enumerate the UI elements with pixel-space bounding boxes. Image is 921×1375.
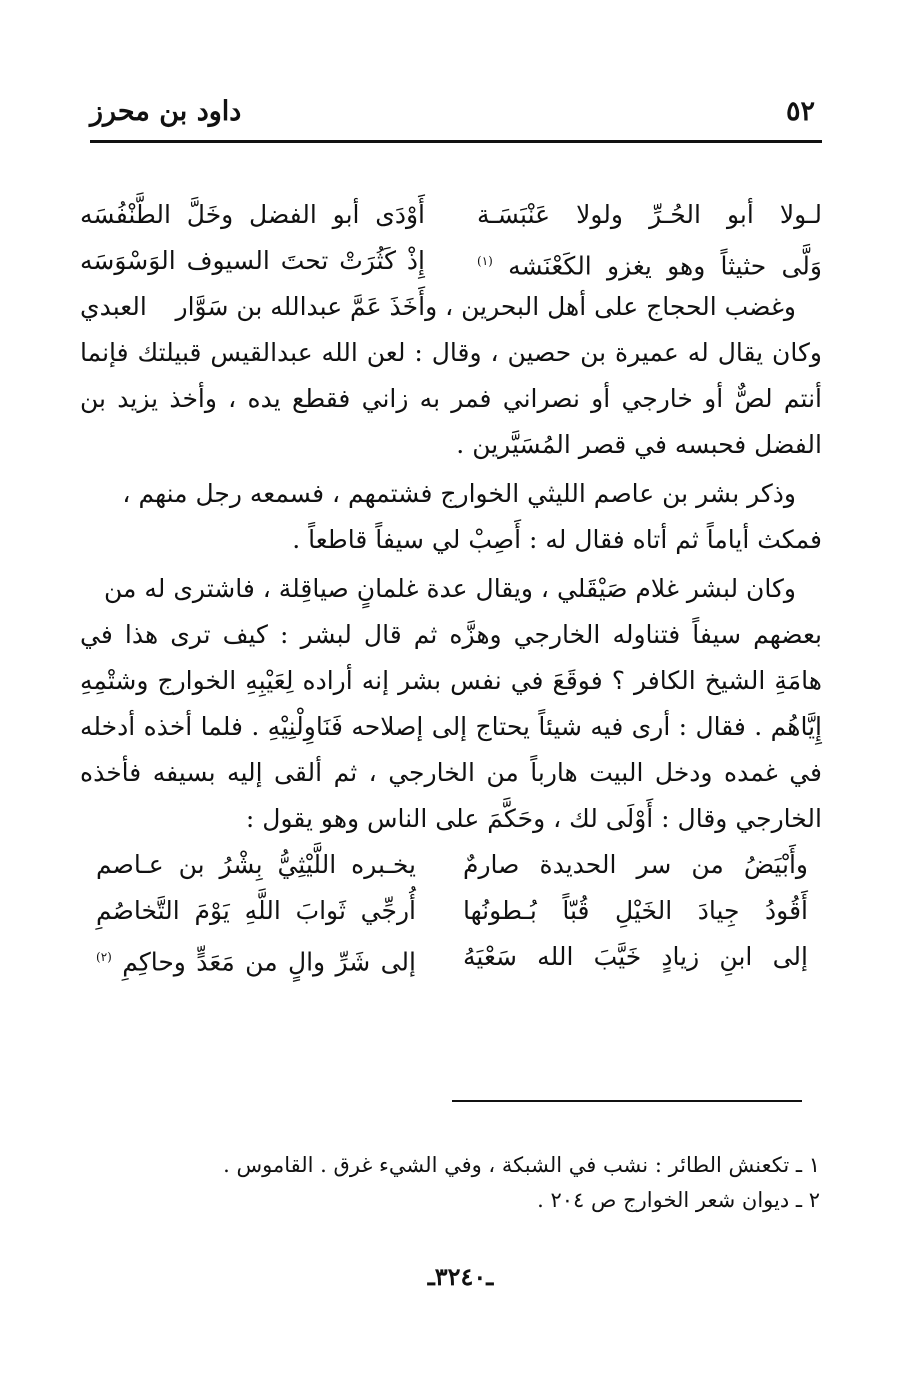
verse-line xyxy=(80,238,822,284)
paragraph-first-line: وغضب الحجاج على أهل البحرين ، وأَخَذَ عَمَّ عبدالله بن سَوَّار xyxy=(175,292,796,321)
paragraph-first-line: وكان لبشر غلام صَيْقَلي ، ويقال عدة غلمانٍ صياقِلة ، فاشترى له من xyxy=(104,574,796,603)
verse-text: إلى شَرِّ والٍ من مَعَدٍّ وحاكِمِ xyxy=(122,947,416,977)
footnote: ١ ـ تكعنش الطائر : نشب في الشبكة ، وفي الشيء غرق . القاموس . xyxy=(223,1153,820,1177)
paragraph xyxy=(80,471,822,563)
paragraph-line: الفضل فحبسه في قصر المُسَيَّرين . xyxy=(456,430,822,459)
paragraph xyxy=(80,566,822,842)
verse-block-top xyxy=(80,192,822,284)
paragraph-first-line: وذكر بشر بن عاصم الليثي الخوارج فشتمهم ، فسمعه رجل منهم ، xyxy=(122,479,796,508)
footnote-marker: (١) xyxy=(477,254,493,268)
paragraph-line: فمكث أياماً ثم أتاه فقال له : أَصِبْ لي سيفاً قاطعاً . xyxy=(292,525,822,554)
verse-hemistich-second: أُرجِّي ثَوابَ اللَّهِ يَوْمَ التَّخاصُمِ xyxy=(96,896,416,925)
footnotes xyxy=(160,1148,820,1218)
paragraph-line: الشيخ الكافر ؟ فوقَعَ في نفس بشر إنه أراده لِعَيْبِهِ الخوارج وشتْمِهِ إِيَّاهُم . xyxy=(80,666,822,741)
footnote-rule xyxy=(452,1100,802,1102)
verse-hemistich-first: إلى ابنِ زيادٍ خَيَّبَ الله سَعْيَهُ xyxy=(463,942,808,971)
verse-line xyxy=(80,934,822,980)
verse-hemistich-first xyxy=(477,238,822,289)
verse-line xyxy=(80,842,822,888)
page-body xyxy=(80,192,822,980)
verse-text: وَلَّى حثيثاً وهو يغزو الكَعْنَشه xyxy=(508,251,822,281)
verse-block-bottom xyxy=(80,842,822,980)
verse-hemistich-first: أَقُودُ جِيادَ الخَيْلِ قُبّاً بُـطونُها xyxy=(463,896,808,925)
paragraph-line: وقال : أَوْلَى لك ، وحَكَّمَ على الناس وهو يقول : xyxy=(245,804,728,833)
verse-hemistich-first: لـولا أبو الحُـرِّ ولولا عَنْبَسَـة xyxy=(477,200,822,229)
paragraph-line: العبدي وكان يقال له عميرة بن حصين ، وقال : لعن الله عبدالقيس قبيلتك xyxy=(80,292,822,367)
verse-hemistich-first: وأَبْيَضُ من سر الحديدة صارمٌ xyxy=(463,850,808,879)
running-title: داود بن محرز xyxy=(90,96,242,127)
verse-line xyxy=(80,888,822,934)
header-rule xyxy=(90,140,822,143)
paragraph-line: ودخل البيت هارباً من الخارجي ، ثم ألقى إليه بسيفه فأخذه الخارجي xyxy=(80,758,822,833)
paragraph-line: فإنما أنتم لصٌّ أو خارجي أو نصراني فمر به زاني فقطع يده ، وأخذ يزيد بن xyxy=(80,338,822,413)
footnote-marker: (٢) xyxy=(96,950,112,964)
paragraph xyxy=(80,284,822,468)
verse-hemistich-second xyxy=(96,934,416,985)
verse-hemistich-second: يخـبره اللَّيْثِيُّ بِشْرُ بن عـاصم xyxy=(96,850,416,879)
paragraph-line: فقال : أرى فيه شيئاً يحتاج إلى إصلاحه فَنَاوِلْنِيْهِ . فلما أخذه أدخله في غمده xyxy=(80,712,822,787)
verse-hemistich-second: إِذْ كَثُرَتْ تحتَ السيوف الوَسْوَسَه xyxy=(80,246,425,275)
verse-hemistich-second: أَوْدَى أبو الفضل وخَلَّ الطَّنْفُسَه xyxy=(80,200,425,229)
paragraph-line: بعضهم سيفاً فتناوله الخارجي وهزَّه ثم قال لبشر : كيف ترى هذا في هامَةِ xyxy=(80,620,822,695)
page-header xyxy=(90,96,822,138)
verse-line xyxy=(80,192,822,238)
page-number: ٥٢ xyxy=(785,96,815,127)
folio-number: ـ٣٢٤٠ـ xyxy=(427,1262,494,1291)
footnote: ٢ ـ ديوان شعر الخوارج ص ٢٠٤ . xyxy=(537,1188,820,1212)
